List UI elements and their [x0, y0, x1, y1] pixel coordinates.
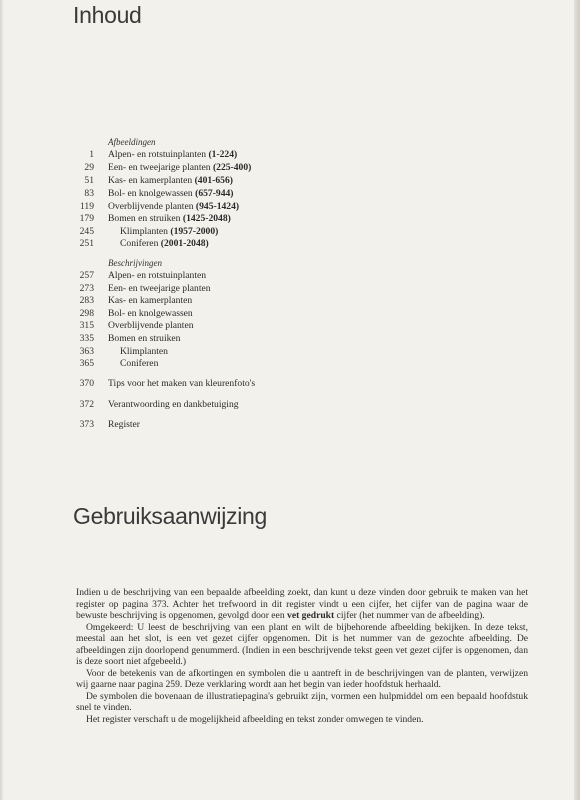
toc-row — [60, 283, 211, 295]
toc-page-number: 29 — [84, 162, 94, 173]
toc-label: Een- en tweejarige planten (225-400) — [108, 162, 252, 173]
toc-page-number: 373 — [79, 419, 94, 430]
toc-label: Bol- en knolgewassen (657-944) — [108, 188, 234, 199]
toc-label: Register — [108, 419, 140, 430]
toc-label: Kas- en kamerplanten — [108, 295, 193, 306]
toc-page-number: 83 — [84, 188, 94, 199]
page-edge-left — [0, 0, 4, 800]
toc-page-number: 335 — [79, 333, 94, 344]
toc-page-number: 119 — [79, 201, 94, 212]
toc-row — [60, 399, 239, 411]
toc-label: Overblijvende planten (945-1424) — [108, 201, 240, 212]
toc-row — [60, 419, 140, 431]
toc-range: (1957-2000) — [170, 226, 219, 237]
toc-page-number: 315 — [79, 320, 94, 331]
toc-row — [60, 320, 194, 332]
toc-row — [60, 295, 192, 307]
toc-range: (945-1424) — [195, 201, 240, 212]
toc-row — [60, 238, 209, 250]
toc-label: Kas- en kamerplanten (401-656) — [108, 175, 233, 186]
toc-page-number: 370 — [79, 378, 94, 389]
toc-page-number: 51 — [84, 175, 94, 186]
toc-range: (225-400) — [212, 162, 252, 173]
paragraph: Het register verschaft u de mogelijkheid afbeelding en tekst zonder omwegen te vinden. — [86, 713, 424, 725]
bold-text: vet gedrukt — [287, 610, 335, 621]
toc-label: Overblijvende planten — [108, 320, 194, 331]
toc-page-number: 298 — [79, 308, 94, 319]
toc-range: (401-656) — [194, 175, 233, 186]
toc-label: Bol- en knolgewassen — [108, 308, 193, 319]
instructions-body — [76, 587, 528, 725]
toc-label: Tips voor het maken van kleurenfoto's — [108, 378, 256, 389]
toc-row — [60, 149, 237, 161]
toc-label: Coniferen — [120, 358, 159, 369]
toc-label: Verantwoording en dankbetuiging — [108, 399, 239, 410]
toc-page-number: 245 — [79, 226, 94, 237]
toc-range: (1425-2048) — [182, 213, 231, 224]
toc-label: Alpen- en rotstuinplanten — [108, 270, 207, 281]
toc-row — [60, 201, 239, 213]
toc-label: Coniferen (2001-2048) — [120, 238, 209, 249]
toc-row — [60, 213, 231, 225]
toc-row — [60, 162, 251, 174]
toc-label: Bomen en struiken — [108, 333, 181, 344]
toc-page-number: 363 — [79, 346, 94, 357]
toc-row — [60, 226, 218, 238]
toc-section-beschrijvingen-title: Beschrijvingen — [108, 258, 162, 268]
toc-label: Bomen en struiken (1425-2048) — [108, 213, 231, 224]
toc-row — [60, 333, 180, 345]
page-edge-right — [574, 0, 580, 800]
toc-label: Klimplanten — [120, 346, 168, 357]
toc-page-number: 251 — [79, 238, 94, 249]
instructions-heading: Gebruiksaanwijzing — [73, 503, 268, 529]
toc-page-number: 257 — [79, 270, 94, 281]
toc-page-number: 365 — [79, 358, 94, 369]
toc-row — [60, 346, 168, 358]
toc-row — [60, 188, 234, 200]
contents-heading: Inhoud — [73, 2, 142, 28]
paragraph: Voor de betekenis van de afkortingen en symbolen die u aantreft in de beschrijvingen van de planten, verwijzen wij gaarne naar pagina 259. Deze verklaring wordt aan het begin van ieder hoofdstuk herhaald. — [76, 667, 528, 690]
toc-label: Een- en tweejarige planten — [108, 283, 211, 294]
toc-row — [60, 270, 206, 282]
toc-page-number: 283 — [79, 295, 94, 306]
paragraph: De symbolen die bovenaan de illustratiepagina's gebruikt zijn, vormen een hulpmiddel om een bepaald hoofdstuk snel te vinden. — [76, 690, 528, 713]
paragraph: Indien u de beschrijving van een bepaalde afbeelding zoekt, dan kunt u deze vinden door gebruik te maken van het register op pagina 373. Achter het trefwoord in dit register vindt u een cijfer, het cijfer van de pagina waar de bewuste beschrijving is opgenomen, gevolgd door een vet gedrukt cijfer (het nummer van de afbeelding). — [76, 587, 528, 621]
toc-row — [60, 175, 233, 187]
toc-page-number: 1 — [89, 149, 94, 160]
toc-range: (2001-2048) — [160, 238, 209, 249]
toc-label: Klimplanten (1957-2000) — [120, 226, 219, 237]
toc-section-afbeeldingen-title: Afbeeldingen — [108, 137, 156, 147]
toc-row — [60, 308, 193, 320]
toc-row — [60, 378, 255, 390]
toc-label: Alpen- en rotstuinplanten (1-224) — [108, 149, 238, 160]
toc-page-number: 179 — [79, 213, 94, 224]
toc-page-number: 273 — [79, 283, 94, 294]
toc-row — [60, 358, 158, 370]
toc-page-number: 372 — [79, 399, 94, 410]
toc-range: (1-224) — [208, 149, 238, 160]
toc-range: (657-944) — [195, 188, 234, 199]
paragraph: Omgekeerd: U leest de beschrijving van een plant en wilt de bijbehorende afbeelding bekijken. In deze tekst, meestal aan het slot, is een vet gezet cijfer opgenomen. Dit is het nummer van de gezochte afbeelding. De afbeeldingen zijn doorlopend genummerd. (Indien in een beschrijvende tekst geen vet gezet cijfer is opgenomen, dan is deze soort niet afgebeeld.) — [76, 621, 528, 667]
